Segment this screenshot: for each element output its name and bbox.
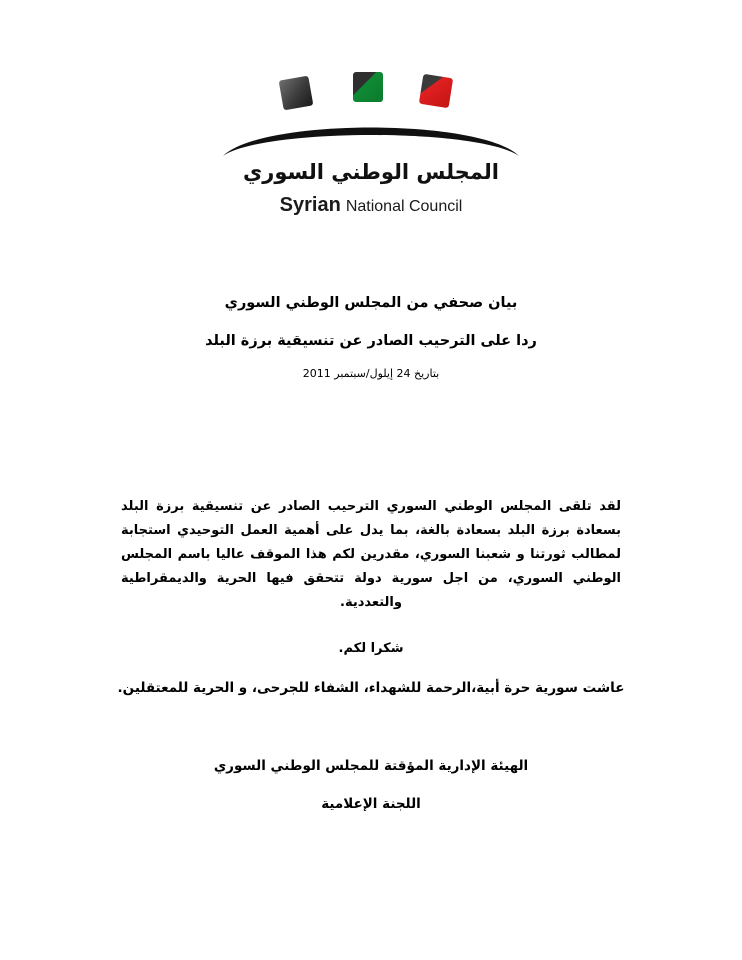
document-body	[0, 495, 742, 812]
statement-title-line-1: بيان صحفي من المجلس الوطني السوري	[224, 295, 518, 311]
flag-group-icon	[281, 72, 461, 108]
flag-red-icon	[419, 74, 453, 108]
statement-thanks: شكرا لكم.	[338, 641, 404, 656]
logo-english-light: National Council	[345, 198, 463, 215]
signature-line-2: اللجنة الإعلامية	[321, 796, 421, 812]
signature-line-1: الهيئة الإدارية المؤقتة للمجلس الوطني السوري	[213, 758, 529, 774]
organization-logo	[0, 72, 742, 217]
statement-date: بتاريخ 24 إيلول/سبتمبر 2011	[302, 367, 440, 380]
statement-title-line-2: ردا على الترحيب الصادر عن تنسيقية برزة البلد	[205, 333, 537, 349]
logo-english-name	[0, 194, 742, 217]
flag-black-icon	[279, 76, 314, 111]
document-header	[0, 295, 742, 812]
statement-paragraph: لقد تلقى المجلس الوطني السوري الترحيب الصادر عن تنسيقية برزة البلد بسعادة برزة البلد بسعادة بالغة، بما يدل على أهمية العمل التوحيدي استجابة لمطالب ثورتنا و شعبنا السوري، مقدرين لكم هذا الموقف عاليا باسم المجلس الوطني السوري، من اجل سورية دولة تتحقق فيها الحرية والديمقراطية والتعددية.	[121, 499, 621, 610]
flag-green-icon	[353, 72, 383, 102]
statement-signature	[71, 758, 671, 812]
statement-slogan: عاشت سورية حرة أبية،الرحمة للشهداء، الشفاء للجرحى، و الحرية للمعتقلين.	[117, 680, 625, 696]
arc-swoosh-icon	[221, 112, 521, 158]
logo-arabic-name: المجلس الوطني السوري	[243, 160, 499, 184]
logo-english-bold: Syrian	[279, 194, 341, 216]
